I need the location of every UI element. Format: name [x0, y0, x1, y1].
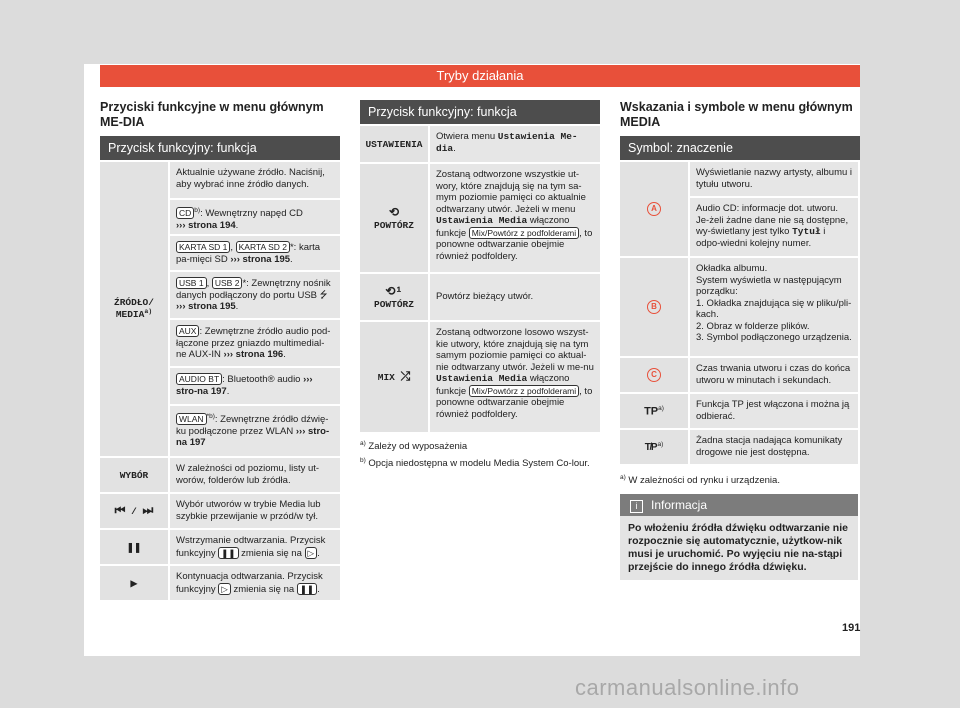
r7-ref: ››› stro-na 197	[176, 425, 330, 449]
C-cell	[620, 358, 688, 392]
mix-mono: Ustawienia Media	[436, 373, 528, 384]
pow1-key: Mix/Powtórz z podfolderami	[469, 227, 579, 239]
pause-text-a: Wstrzymanie odtwarzania. Przycisk funkcyjny	[176, 535, 326, 559]
repeat-icon: ⟲	[388, 206, 400, 220]
col3-fn-mark: a)	[620, 474, 626, 481]
play-cell	[100, 566, 168, 600]
TP-text: Funkcja TP jest włączona i można ją odbierać.	[696, 399, 850, 422]
ust-row: Otwiera menu Ustawienia Me-dia.	[430, 126, 600, 162]
wybor-cell	[100, 458, 168, 492]
fn-a-mark: a)	[360, 440, 366, 447]
notp-sup: a)	[657, 440, 664, 448]
repeat-one-icon: ⟲¹	[385, 285, 403, 299]
r2-text: : Wewnętrzny napęd CD	[200, 208, 303, 220]
section-header: Tryby działania	[100, 65, 860, 87]
noTP-text: Żadna stacja nadająca komunikaty drogowe nie jest dostępna.	[696, 435, 843, 458]
prevnext-text: Wybór utworów w trybie Media lub szybkie przewijanie w przód/w tył.	[176, 499, 321, 522]
play-key-icon-2: ▷	[218, 583, 231, 595]
A-row-1	[690, 162, 858, 196]
C-marker: C	[647, 368, 661, 382]
r4-text: *: Zewnętrzny nośnik danych podłączony do portu USB	[176, 278, 331, 301]
r3-text: *: karta pa-mięci SD	[176, 242, 321, 265]
B-row	[690, 258, 858, 356]
page-number: 191	[842, 622, 861, 634]
zrodlo-row-5: AUX : Zewnętrzne źródło audio pod-łączone przez gniazdo multimedial-ne AUX-IN ››› strona 196.	[170, 320, 340, 366]
col1-table-head: Przycisk funkcyjny: funkcja	[100, 136, 340, 160]
info-icon: i	[630, 500, 643, 513]
pause-text-b: zmienia się na	[241, 547, 302, 559]
sd2-key: KARTA SD 2	[236, 241, 290, 253]
usb-icon: ⭍	[319, 289, 328, 301]
mix-text2: włączono funkcje	[436, 373, 570, 397]
r5-text: : Zewnętrzne źródło audio pod-łączone przez gniazdo multimedial-ne AUX-IN	[176, 326, 331, 360]
A-marker: A	[647, 202, 661, 216]
zrodlo-row-4: USB 1 , USB 2 *: Zewnętrzny nośnik danych podłączony do portu USB ⭍ ››› strona 195.	[170, 272, 340, 318]
r4-ref: ››› strona 195	[176, 301, 236, 312]
pow2-cell	[360, 274, 428, 320]
pow1-text: Zostaną odtworzone wszystkie ut-wory, które znajdują się na tym sa-mym poziomie pamięci co aktualnie odtwarzany utwór. Jeżeli w menu	[436, 169, 586, 215]
fn-a-text: Zależy od wyposażenia	[368, 441, 468, 453]
r6-ref: ››› stro-na 197	[176, 374, 313, 397]
pow2-row	[430, 274, 600, 320]
play-key-icon: ▷	[305, 547, 318, 559]
prevnext-sep: /	[131, 506, 137, 517]
B-text: Okładka albumu. System wyświetla w następującym porządku: 1. Okładka znajdująca się w pliku/pli-kach. 2. Obraz w folderze plików. 3. Symbol podłączonego urządzenia.	[696, 263, 852, 343]
fn-b-text: Opcja niedostępna w modelu Media System Co-lour.	[368, 458, 590, 470]
tp-label: TP	[644, 405, 659, 418]
play-icon: ▶	[130, 576, 138, 591]
prevnext-row	[170, 494, 340, 528]
info-box	[620, 494, 858, 580]
col1-title: Przyciski funkcyjne w menu głównym ME-DIA	[100, 100, 324, 129]
zrodlo-row-1	[170, 162, 340, 198]
tp-sup: a)	[658, 404, 664, 412]
mix-cell	[360, 322, 428, 432]
mix-text3: , to ponowne odtwarzanie obejmie również podfoldery.	[436, 385, 593, 420]
noTP-row	[690, 430, 858, 464]
A-cell	[620, 162, 688, 256]
r2-sup: b)	[194, 207, 201, 214]
audio-bt-key: AUDIO BT	[176, 373, 222, 385]
zrodlo-cell	[100, 162, 168, 456]
pow2-text: Powtórz bieżący utwór.	[436, 291, 534, 302]
info-head	[620, 494, 858, 516]
pow2-label: POWTÓRZ	[374, 299, 414, 310]
pause-key-icon: ❚❚	[218, 547, 238, 559]
cd-key: CD	[176, 207, 194, 219]
col3-title: Wskazania i symbole w menu głównym MEDIA	[620, 100, 853, 129]
play-text-b: zmienia się na	[233, 583, 295, 595]
A-text-1: Wyświetlanie nazwy artysty, albumu i tytułu utworu.	[696, 167, 853, 190]
skip-back-icon: ⏮	[114, 504, 126, 518]
col2-table-head: Przycisk funkcyjny: funkcja	[360, 100, 600, 124]
col3-fn-text: W zależności od rynku i urządzenia.	[628, 475, 780, 487]
ust-mono: Ustawienia Me-dia	[436, 131, 578, 154]
pow1-text3: , to ponowne odtwarzanie obejmie również podfoldery.	[436, 227, 593, 262]
footnote-a	[360, 438, 600, 453]
sd1-key: KARTA SD 1	[176, 241, 230, 253]
zrodlo-row-6: AUDIO BT : Bluetooth® audio ››› stro-na 197.	[170, 368, 340, 404]
prevnext-cell	[100, 494, 168, 528]
watermark: carmanualsonline.info	[575, 675, 800, 700]
A-mono: Tytuł	[792, 226, 821, 237]
info-text: Po włożeniu źródła dźwięku odtwarzanie nie rozpocznie się automatycznie, użytkow-nik musi je uruchomić. Po wyjęciu nie na-stąpi przejście do innego źródła dźwięku.	[628, 522, 848, 573]
skip-forward-icon: ⏭	[142, 504, 154, 518]
pow1-mono: Ustawienia Media	[436, 215, 528, 226]
zrodlo-row-7	[170, 406, 340, 456]
r3-ref: ››› strona 195	[230, 253, 291, 265]
wybor-text: W zależności od poziomu, listy ut-worów, folderów lub źródła.	[176, 463, 320, 486]
usb2-key: USB 2	[212, 277, 243, 289]
TP-row	[690, 394, 858, 428]
ust-cell	[360, 126, 428, 162]
col3-footnote	[620, 472, 860, 487]
usb1-key: USB 1	[176, 277, 207, 289]
r1-text: Aktualnie używane źródło. Naciśnij, aby wybrać inne źródło danych.	[176, 167, 325, 190]
B-cell	[620, 258, 688, 356]
ust-text: Otwiera menu	[436, 131, 496, 142]
no-traffic-program-icon: T̸P	[644, 442, 658, 454]
r6-text: : Bluetooth® audio	[222, 374, 301, 385]
shuffle-icon: ⤮	[400, 370, 411, 384]
pow1-cell	[360, 164, 428, 272]
ust-label: USTAWIENIA	[365, 138, 423, 150]
C-text: Czas trwania utworu i czas do końca utworu w minutach i sekundach.	[696, 363, 851, 386]
pow1-row	[430, 164, 600, 272]
pow1-text2: włączono funkcje	[436, 215, 570, 239]
r7-text: : Zewnętrzne źródło dźwię-ku podłączone przez WLAN	[176, 414, 329, 437]
TP-cell	[620, 394, 688, 428]
C-row	[690, 358, 858, 392]
wybor-row	[170, 458, 340, 492]
mix-key: Mix/Powtórz z podfolderami	[469, 385, 579, 397]
play-row: Kontynuacja odtwarzania. Przycisk funkcyjny ▷ zmienia się na ❚❚ .	[170, 566, 340, 600]
zrodlo-row-2: CD $^{b)}$: Wewnętrzny napęd CD ››› strona 194.	[170, 200, 340, 234]
info-head-label: Informacja	[651, 498, 708, 512]
mix-text: Zostaną odtworzone losowo wszyst-kie utwory, które znajdują się na tym samym poziomie pamięci co aktual-nie odtwarzany utwór. Jeżeli w me-nu	[436, 327, 594, 373]
A-text-3: i odpo-wiedni kolejny numer.	[696, 226, 826, 249]
zrodlo-row-3: KARTA SD 1 , KARTA SD 2 *: karta pa-mięci SD ››› strona 195.	[170, 236, 340, 270]
pause-icon: ❚❚	[126, 540, 142, 555]
pause-cell	[100, 530, 168, 564]
wlan-key: WLAN	[176, 413, 207, 425]
fn-b-mark: b)	[360, 457, 366, 464]
r7-sup: *b)	[206, 413, 215, 420]
wybor-label: WYBÓR	[119, 469, 149, 481]
play-text-a: Kontynuacja odtwarzania. Przycisk funkcyjny	[176, 571, 323, 595]
zrodlo-sup: a)	[144, 308, 153, 316]
mix-row	[430, 322, 600, 432]
r5-ref: ››› strona 196	[223, 349, 284, 360]
zrodlo-label: ŹRÓDŁO/ MEDIA	[114, 297, 154, 321]
footnote-b	[360, 455, 600, 470]
aux-key: AUX	[176, 325, 199, 337]
col3-table-head: Symbol: znaczenie	[620, 136, 860, 160]
pause-key-icon-2: ❚❚	[297, 583, 317, 595]
pow1-label: POWTÓRZ	[374, 220, 414, 231]
B-marker: B	[647, 300, 661, 314]
mix-label: MIX	[377, 372, 395, 383]
A-text-2: Audio CD: informacje dot. utworu. Je-żeli żadne dane nie są dostępne, wy-świetlany jest tylko	[696, 203, 849, 237]
r2-ref: ››› strona 194	[176, 219, 236, 231]
pause-row: Wstrzymanie odtwarzania. Przycisk funkcyjny ❚❚ zmienia się na ▷ .	[170, 530, 340, 564]
noTP-cell	[620, 430, 688, 464]
A-row-2	[690, 198, 858, 256]
